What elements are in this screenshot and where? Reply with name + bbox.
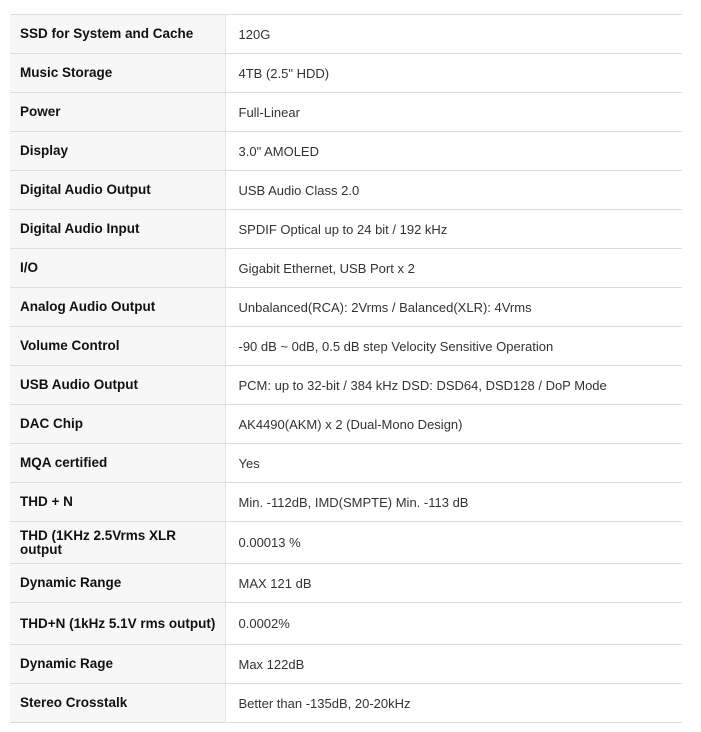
spec-value: SPDIF Optical up to 24 bit / 192 kHz <box>238 221 448 237</box>
spec-label: Power <box>10 93 225 132</box>
table-row <box>10 405 682 444</box>
table-row <box>10 645 682 684</box>
spec-label: THD (1KHz 2.5Vrms XLR output <box>10 522 225 564</box>
table-row <box>10 444 682 483</box>
spec-label: I/O <box>10 249 225 288</box>
spec-value: AK4490(AKM) x 2 (Dual-Mono Design) <box>238 416 463 432</box>
table-row <box>10 366 682 405</box>
table-row <box>10 249 682 288</box>
table-row <box>10 93 682 132</box>
spec-value: Min. -112dB, IMD(SMPTE) Min. -113 dB <box>238 494 469 510</box>
spec-label: Display <box>10 132 225 171</box>
spec-value: MAX 121 dB <box>238 575 312 591</box>
spec-label: Volume Control <box>10 327 225 366</box>
spec-label: Digital Audio Input <box>10 210 225 249</box>
table-row <box>10 522 682 564</box>
table-row <box>10 327 682 366</box>
spec-value: Max 122dB <box>238 656 305 672</box>
table-row <box>10 603 682 645</box>
spec-value: PCM: up to 32-bit / 384 kHz DSD: DSD64, DSD128 / DoP Mode <box>238 377 607 393</box>
table-row <box>10 684 682 723</box>
table-row <box>10 132 682 171</box>
table-row <box>10 171 682 210</box>
spec-value: Yes <box>238 455 260 471</box>
table-row <box>10 288 682 327</box>
spec-value: Better than -135dB, 20-20kHz <box>238 695 411 711</box>
spec-label: DAC Chip <box>10 405 225 444</box>
table-row <box>10 210 682 249</box>
spec-value: 3.0" AMOLED <box>238 143 319 159</box>
spec-label: THD+N (1kHz 5.1V rms output) <box>10 603 225 645</box>
spec-value: 4TB (2.5" HDD) <box>238 65 330 81</box>
spec-value: Gigabit Ethernet, USB Port x 2 <box>238 260 415 276</box>
spec-label: Stereo Crosstalk <box>10 684 225 723</box>
spec-table <box>10 14 682 723</box>
spec-label: USB Audio Output <box>10 366 225 405</box>
spec-label: MQA certified <box>10 444 225 483</box>
spec-value: USB Audio Class 2.0 <box>238 182 360 198</box>
spec-value: 0.00013 % <box>238 535 301 550</box>
spec-label: Dynamic Range <box>10 564 225 603</box>
spec-value: Unbalanced(RCA): 2Vrms / Balanced(XLR): 4Vrms <box>238 299 532 315</box>
spec-label: SSD for System and Cache <box>10 15 225 54</box>
table-row <box>10 483 682 522</box>
spec-label: Music Storage <box>10 54 225 93</box>
spec-value: -90 dB ~ 0dB, 0.5 dB step Velocity Sensitive Operation <box>238 338 554 354</box>
spec-label: Analog Audio Output <box>10 288 225 327</box>
spec-label: THD + N <box>10 483 225 522</box>
table-row <box>10 564 682 603</box>
spec-value: 0.0002% <box>238 616 290 631</box>
spec-value: 120G <box>238 26 271 42</box>
spec-value: Full-Linear <box>238 104 300 120</box>
spec-label: Dynamic Rage <box>10 645 225 684</box>
table-row <box>10 54 682 93</box>
spec-label: Digital Audio Output <box>10 171 225 210</box>
table-row <box>10 15 682 54</box>
